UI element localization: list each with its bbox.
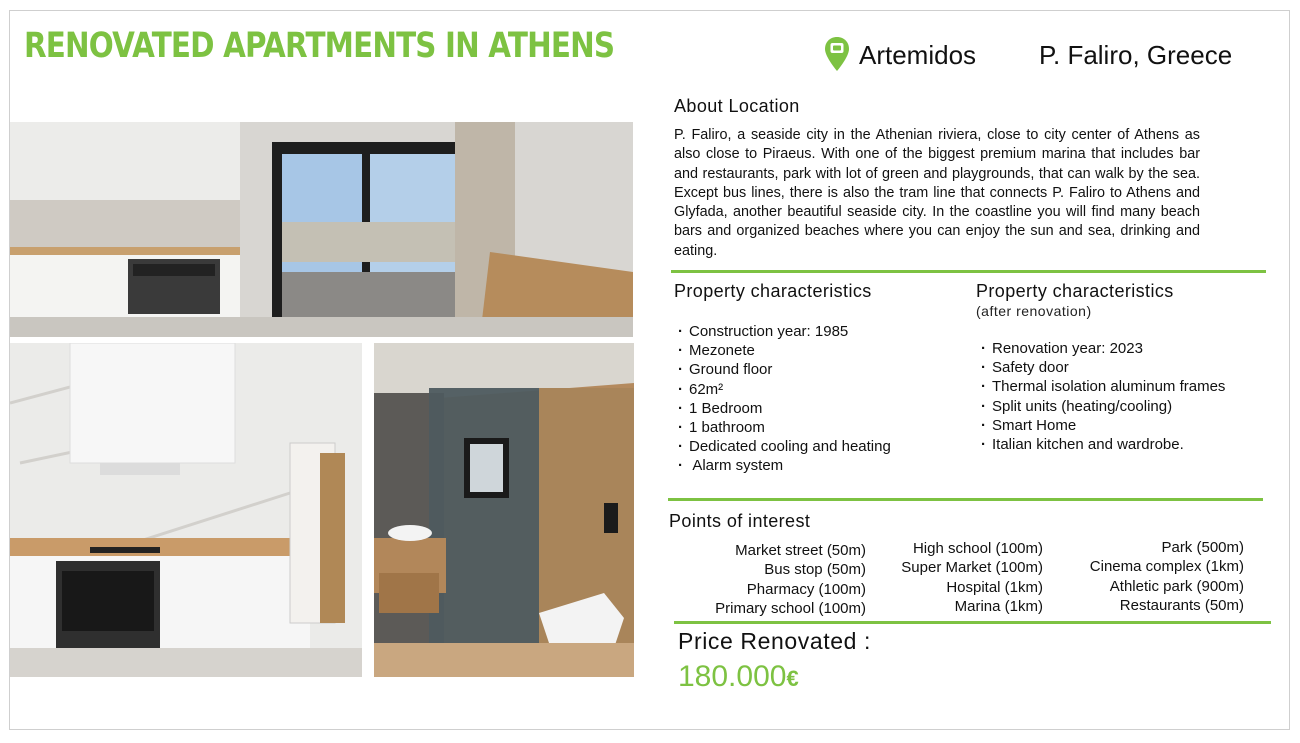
list-item: Cinema complex (1km) [1089, 558, 1244, 576]
list-item: · Mezonete [678, 341, 891, 360]
city-name: P. Faliro, Greece [1039, 40, 1233, 70]
price-amount: 180.000 [678, 660, 787, 693]
photo-kitchen [10, 343, 362, 677]
list-item: Primary school (100m) [715, 599, 866, 617]
map-pin-icon [824, 36, 850, 72]
list-item: Bus stop (50m) [764, 561, 866, 579]
divider [671, 270, 1266, 273]
characteristics-heading: Property characteristics [674, 281, 872, 301]
list-item: · 1 bathroom [678, 418, 891, 437]
list-item: Restaurants (50m) [1119, 596, 1244, 614]
photo-living-kitchen [10, 122, 633, 337]
list-item: · Split units (heating/cooling) [981, 397, 1225, 416]
poi-heading: Points of interest [669, 511, 811, 531]
about-heading: About Location [674, 96, 800, 116]
renovation-heading: Property characteristics [976, 281, 1174, 301]
renovation-subheading: (after renovation) [976, 303, 1092, 319]
page-title: RENOVATED APARTMENTS IN ATHENS [24, 26, 615, 66]
list-item: · Ground floor [678, 360, 891, 379]
characteristics-list [678, 322, 891, 476]
list-item: · 1 Bedroom [678, 399, 891, 418]
divider [668, 498, 1263, 501]
list-item: · Alarm system [678, 456, 891, 475]
list-item: · 62m² [678, 380, 891, 399]
list-item: · Renovation year: 2023 [981, 339, 1225, 358]
poi-column-1 [715, 541, 866, 618]
list-item: · Thermal isolation aluminum frames [981, 377, 1225, 396]
poi-column-3 [1090, 538, 1244, 615]
price-value [678, 660, 799, 694]
divider [674, 621, 1271, 624]
list-item: Super Market (100m) [901, 559, 1043, 577]
photo-bathroom [374, 343, 634, 677]
list-item: · Safety door [981, 358, 1225, 377]
about-text: P. Faliro, a seaside city in the Athenian riviera, close to city center of Athens as also close to Piraeus. With one of the biggest premium marina that includes bar and restaurants, park with lot of green and playgrounds, that can walk by the sea. Except bus lines, there is also the tram line that connects P. Faliro to Athens and Glyfada, another beautiful seaside city. In the coastline you will find many beach bars and organized beaches where you can enjoy the sun and sea, drinking and eating. [674, 127, 1200, 259]
price-label: Price Renovated : [678, 628, 872, 654]
street-name: Artemidos [859, 40, 977, 70]
list-item: Hospital (1km) [946, 578, 1043, 596]
list-item: Marina (1km) [954, 597, 1043, 615]
renovation-list [981, 339, 1225, 454]
list-item: · Dedicated cooling and heating [678, 437, 891, 456]
list-item: · Smart Home [981, 416, 1225, 435]
list-item: Market street (50m) [735, 542, 866, 559]
list-item: · Construction year: 1985 [678, 322, 891, 341]
list-item: High school (100m) [912, 540, 1043, 557]
list-item: Athletic park (900m) [1109, 577, 1244, 595]
price-currency: € [786, 666, 799, 691]
poi-column-2 [901, 539, 1043, 616]
list-item: Park (500m) [1161, 539, 1244, 556]
list-item: Pharmacy (100m) [746, 580, 866, 598]
list-item: · Italian kitchen and wardrobe. [981, 435, 1225, 454]
